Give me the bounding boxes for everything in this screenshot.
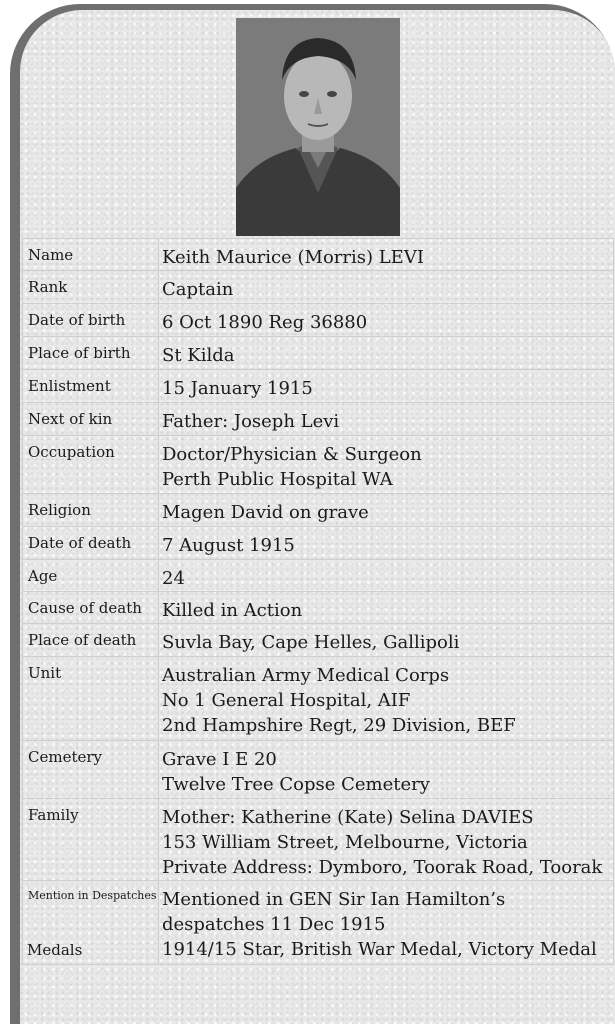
table-row <box>23 592 614 624</box>
value-line: Keith Maurice (Morris) LEVI <box>162 247 424 268</box>
row-value-date-of-birth <box>159 304 614 337</box>
table-row <box>23 304 614 337</box>
row-value-cemetery <box>159 741 614 799</box>
value-line: 6 Oct 1890 Reg 36880 <box>162 312 368 333</box>
table-row <box>23 741 614 799</box>
table-row <box>23 370 614 403</box>
row-value-religion <box>159 494 614 527</box>
value-line: 24 <box>162 568 185 589</box>
table-row <box>23 403 614 436</box>
row-label-place-of-birth: Place of birth <box>23 337 159 370</box>
row-value-name <box>159 239 614 271</box>
value-line: 2nd Hampshire Regt, 29 Division, BEF <box>162 715 516 736</box>
value-line: Perth Public Hospital WA <box>162 469 393 490</box>
value-line: Mentioned in GEN Sir Ian Hamilton’s <box>162 889 506 910</box>
table-row <box>23 799 614 881</box>
value-line: St Kilda <box>162 345 235 366</box>
table-row <box>23 881 614 965</box>
value-line: No 1 General Hospital, AIF <box>162 690 411 711</box>
row-value-family <box>159 799 614 881</box>
value-line: Twelve Tree Copse Cemetery <box>162 774 430 795</box>
row-label-place-of-death: Place of death <box>23 624 159 657</box>
value-line: Grave I E 20 <box>162 749 277 770</box>
value-line: Australian Army Medical Corps <box>162 665 450 686</box>
value-line: 7 August 1915 <box>162 535 295 556</box>
row-value-date-of-death <box>159 527 614 560</box>
table-row <box>23 239 614 271</box>
row-label-medals: Medals <box>27 941 83 959</box>
row-value-unit <box>159 657 614 741</box>
row-label-date-of-birth: Date of birth <box>23 304 159 337</box>
value-line: despatches 11 Dec 1915 <box>162 914 386 935</box>
value-line: 15 January 1915 <box>162 378 313 399</box>
row-value-place-of-birth <box>159 337 614 370</box>
value-line: 1914/15 Star, British War Medal, Victory Medal <box>162 939 597 960</box>
row-label-unit: Unit <box>23 657 159 741</box>
row-label-date-of-death: Date of death <box>23 527 159 560</box>
table-row <box>23 527 614 560</box>
row-label-mention-in-despatches: Mention in Despatches <box>23 881 159 965</box>
row-value-place-of-death <box>159 624 614 657</box>
row-label-cemetery: Cemetery <box>23 741 159 799</box>
row-label-occupation: Occupation <box>23 436 159 494</box>
row-value-enlistment <box>159 370 614 403</box>
value-line: Suvla Bay, Cape Helles, Gallipoli <box>162 632 460 653</box>
row-value-despatches-medals <box>159 881 614 965</box>
row-label-family: Family <box>23 799 159 881</box>
row-value-rank <box>159 271 614 304</box>
value-line: Magen David on grave <box>162 502 369 523</box>
table-row <box>23 560 614 592</box>
row-value-age <box>159 560 614 592</box>
value-line: Doctor/Physician & Surgeon <box>162 444 422 465</box>
row-label-religion: Religion <box>23 494 159 527</box>
row-label-enlistment: Enlistment <box>23 370 159 403</box>
portrait-photo <box>236 18 400 236</box>
row-label-rank: Rank <box>23 271 159 304</box>
row-label-name: Name <box>23 239 159 271</box>
value-line: Killed in Action <box>162 600 303 621</box>
row-value-occupation <box>159 436 614 494</box>
value-line: Mother: Katherine (Kate) Selina DAVIES <box>162 807 534 828</box>
table-row <box>23 657 614 741</box>
row-value-cause-of-death <box>159 592 614 624</box>
table-row <box>23 436 614 494</box>
value-line: Captain <box>162 279 234 300</box>
row-label-next-of-kin: Next of kin <box>23 403 159 436</box>
row-value-next-of-kin <box>159 403 614 436</box>
table-row <box>23 271 614 304</box>
table-row <box>23 337 614 370</box>
row-label-cause-of-death: Cause of death <box>23 592 159 624</box>
service-record-table <box>22 238 614 965</box>
value-line: Father: Joseph Levi <box>162 411 340 432</box>
table-row <box>23 494 614 527</box>
value-line: 153 William Street, Melbourne, Victoria <box>162 832 528 853</box>
row-label-age: Age <box>23 560 159 592</box>
value-line: Private Address: Dymboro, Toorak Road, Toorak <box>162 857 603 878</box>
table-row <box>23 624 614 657</box>
